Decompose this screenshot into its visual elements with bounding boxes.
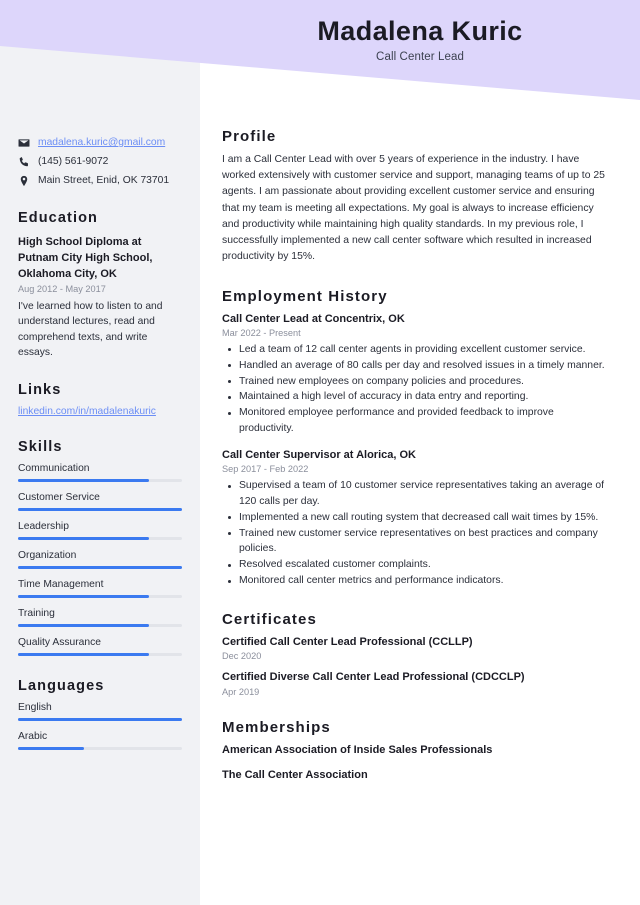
- skill-bar-track: [18, 566, 182, 569]
- job-title: Call Center Lead: [376, 50, 464, 63]
- skill-label: Communication: [18, 462, 90, 474]
- bullet-item: Led a team of 12 call center agents in providing excellent customer service.: [222, 342, 610, 358]
- certificate-item: [222, 670, 610, 696]
- education-date: Aug 2012 - May 2017: [18, 284, 106, 295]
- linkedin-link[interactable]: linkedin.com/in/madalenakuric: [18, 405, 156, 417]
- skill-bar-track: [18, 479, 182, 482]
- skill-bar-fill: [18, 479, 149, 482]
- skill-item: [18, 521, 182, 540]
- page-title: Madalena Kuric: [317, 16, 523, 46]
- certificate-date: Dec 2020: [222, 651, 262, 662]
- skill-bar-fill: [18, 566, 182, 569]
- certificate-item: [222, 635, 610, 661]
- skill-bar-fill: [18, 595, 149, 598]
- certificate-title: Certified Diverse Call Center Lead Professional (CDCCLP): [222, 671, 525, 684]
- skill-label: Customer Service: [18, 491, 100, 503]
- employment-entry: [222, 448, 610, 589]
- language-bar-fill: [18, 718, 182, 721]
- header: [200, 16, 640, 63]
- skill-item: [18, 550, 182, 569]
- language-bar-fill: [18, 747, 84, 750]
- employment-bullets: [222, 342, 610, 437]
- bullet-item: Implemented a new call routing system that decreased call wait times by 15%.: [222, 510, 610, 526]
- profile-text: I am a Call Center Lead with over 5 years of experience in the industry. I have worked extensively with customer service and support, managing teams of up to 25 agents. I am passionate about providing excellent customer service and ensuring that my team is meeting all expectations. My goal is always to increase efficiency and productivity while maintaining high quality standards. In my previous role, I successfully implemented a new call center software which resulted in increased productivity by 15%.: [222, 154, 605, 263]
- language-label: English: [18, 701, 52, 713]
- skill-bar-fill: [18, 624, 149, 627]
- skill-bar-track: [18, 624, 182, 627]
- skill-item: [18, 463, 182, 482]
- skill-item: [18, 492, 182, 511]
- bullet-item: Monitored employee performance and provided feedback to improve productivity.: [222, 405, 610, 437]
- skill-label: Time Management: [18, 578, 104, 590]
- email-link[interactable]: madalena.kuric@gmail.com: [38, 137, 166, 148]
- profile-section: [222, 128, 610, 266]
- main-column: [200, 0, 640, 905]
- location-pin-icon: [18, 174, 30, 187]
- employment-heading: Employment History: [222, 287, 388, 305]
- memberships-heading: Memberships: [222, 718, 331, 736]
- membership-item: American Association of Inside Sales Professionals: [222, 743, 493, 756]
- employment-date: Mar 2022 - Present: [222, 327, 301, 338]
- skill-bar-track: [18, 595, 182, 598]
- skill-bar-track: [18, 537, 182, 540]
- certificate-date: Apr 2019: [222, 686, 260, 697]
- education-item: [18, 234, 182, 360]
- skill-bar-fill: [18, 653, 149, 656]
- language-item: [18, 731, 182, 750]
- employment-section: [222, 288, 610, 589]
- certificates-section: [222, 611, 610, 697]
- memberships-section: [222, 719, 610, 784]
- education-description: I've learned how to listen to and understand lectures, read and comprehend texts, and write essays.: [18, 301, 163, 358]
- profile-heading: Profile: [222, 128, 277, 145]
- bullet-item: Monitored call center metrics and performance indicators.: [222, 573, 610, 589]
- sidebar: [0, 0, 200, 905]
- certificates-heading: Certificates: [222, 610, 317, 628]
- skill-bar-fill: [18, 508, 182, 511]
- skill-bar-fill: [18, 537, 149, 540]
- employment-bullets: [222, 478, 610, 589]
- skill-item: [18, 637, 182, 656]
- skill-label: Quality Assurance: [18, 636, 101, 648]
- bullet-item: Trained new employees on company policies and procedures.: [222, 374, 610, 390]
- skill-item: [18, 579, 182, 598]
- skill-bar-track: [18, 653, 182, 656]
- language-item: [18, 702, 182, 721]
- language-bar-track: [18, 718, 182, 721]
- contact-item-address: [18, 174, 182, 188]
- membership-item: The Call Center Association: [222, 769, 368, 782]
- skill-item: [18, 608, 182, 627]
- language-bar-track: [18, 747, 182, 750]
- skill-label: Organization: [18, 549, 77, 561]
- employment-title: Call Center Supervisor at Alorica, OK: [222, 448, 416, 461]
- language-label: Arabic: [18, 730, 48, 742]
- employment-title: Call Center Lead at Concentrix, OK: [222, 312, 405, 325]
- contact-item-phone: [18, 155, 182, 169]
- skills-list: [18, 463, 182, 656]
- skill-label: Training: [18, 607, 55, 619]
- links-heading: Links: [18, 381, 62, 398]
- employment-date: Sep 2017 - Feb 2022: [222, 464, 309, 475]
- skill-bar-track: [18, 508, 182, 511]
- education-heading: Education: [18, 209, 98, 226]
- languages-heading: Languages: [18, 677, 105, 694]
- address-text: Main Street, Enid, OK 73701: [38, 174, 170, 186]
- employment-entry: [222, 312, 610, 437]
- phone-text: (145) 561-9072: [38, 155, 109, 167]
- phone-icon: [18, 155, 30, 168]
- languages-list: [18, 702, 182, 750]
- contact-list: [18, 136, 182, 188]
- certificate-title: Certified Call Center Lead Professional (CCLLP): [222, 635, 473, 648]
- bullet-item: Maintained a high level of accuracy in data entry and reporting.: [222, 389, 610, 405]
- contact-item-email: [18, 136, 182, 150]
- envelope-icon: [18, 136, 30, 149]
- education-title: High School Diploma at Putnam City High School, Oklahoma City, OK: [18, 235, 153, 281]
- link-item: [18, 406, 182, 417]
- bullet-item: Supervised a team of 10 customer service representatives taking an average of 120 calls per day.: [222, 478, 610, 510]
- bullet-item: Trained new customer service representatives on best practices and company policies.: [222, 526, 610, 558]
- skill-label: Leadership: [18, 520, 69, 532]
- skills-heading: Skills: [18, 438, 63, 455]
- bullet-item: Resolved escalated customer complaints.: [222, 557, 610, 573]
- bullet-item: Handled an average of 80 calls per day and resolved issues in a timely manner.: [222, 358, 610, 374]
